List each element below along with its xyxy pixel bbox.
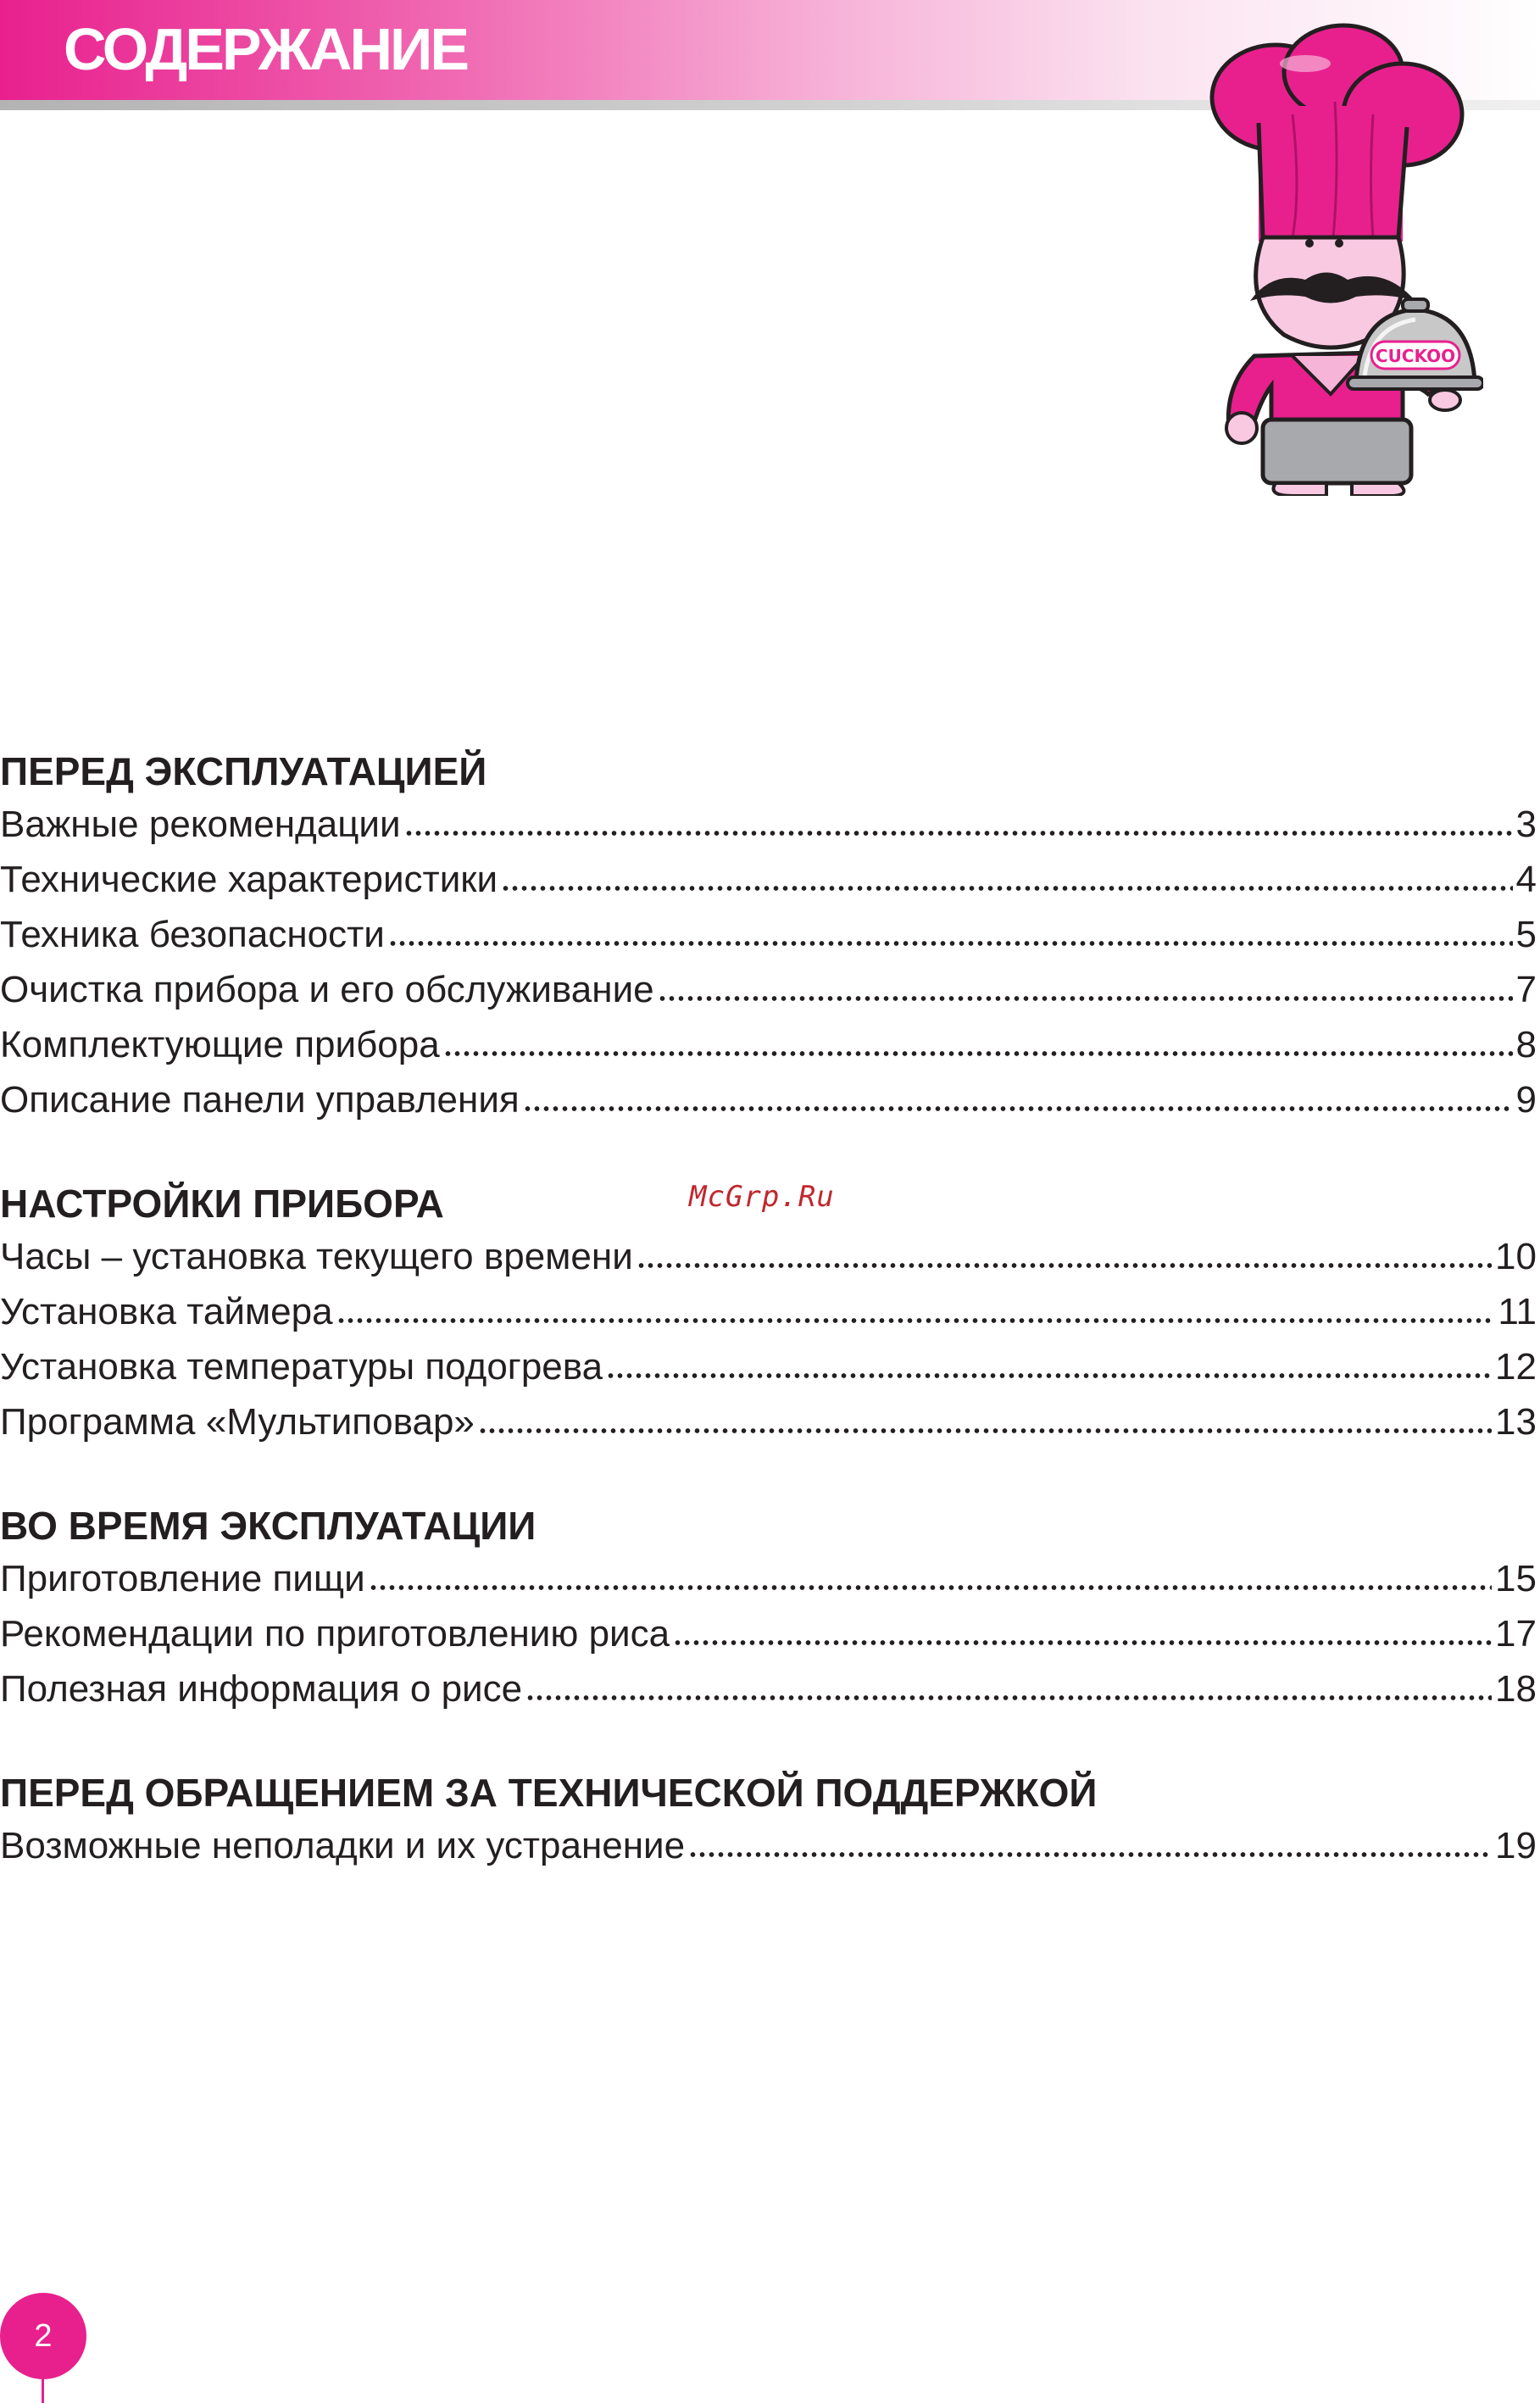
toc-entry-label: Установка температуры подогрева (0, 1346, 603, 1388)
toc-entry[interactable] (0, 1017, 1537, 1072)
section-title: ПЕРЕД ЭКСПЛУАТАЦИЕЙ (0, 749, 487, 793)
watermark: McGrp.Ru (689, 1180, 835, 1214)
toc-entry[interactable] (0, 907, 1537, 962)
toc-entry-label: Очистка прибора и его обслуживание (0, 969, 654, 1010)
toc-section (0, 1500, 1540, 1716)
toc-entry[interactable] (0, 1229, 1537, 1284)
dot-leader (443, 1049, 1513, 1059)
toc-entry-page: 19 (1495, 1825, 1537, 1866)
toc-entry-label: Установка таймера (0, 1291, 333, 1332)
dot-leader (637, 1260, 1492, 1271)
toc-entry-label: Комплектующие прибора (0, 1024, 440, 1065)
chef-hat (1212, 25, 1462, 242)
page-number (0, 2293, 86, 2379)
section-title: ПЕРЕД ОБРАЩЕНИЕМ ЗА ТЕХНИЧЕСКОЙ ПОДДЕРЖКОЙ (0, 1771, 1098, 1815)
dot-leader (501, 883, 1512, 893)
dot-leader (336, 1316, 1495, 1326)
toc-entry[interactable] (0, 1606, 1537, 1661)
toc-entry-page: 4 (1515, 859, 1537, 900)
toc-entry[interactable] (0, 1339, 1537, 1394)
toc-entry-page: 9 (1515, 1079, 1537, 1121)
page-number-label: 2 (34, 2317, 53, 2354)
chef-mascot-icon (1191, 21, 1483, 496)
toc-entry[interactable] (0, 1551, 1537, 1606)
dot-leader (388, 938, 1513, 948)
section-title: ВО ВРЕМЯ ЭКСПЛУАТАЦИИ (0, 1504, 536, 1548)
toc-entry-page: 18 (1495, 1668, 1537, 1710)
toc-entry[interactable] (0, 1818, 1537, 1873)
dot-leader (658, 993, 1513, 1004)
toc-section (0, 1178, 1540, 1449)
toc-entry-label: Приготовление пищи (0, 1558, 365, 1599)
dot-leader (478, 1426, 1492, 1436)
dot-leader (606, 1371, 1492, 1381)
toc-entry-label: Часы – установка текущего времени (0, 1236, 633, 1277)
brand-logo: CUCKOO (1375, 346, 1456, 366)
toc-entry-page: 3 (1515, 804, 1537, 845)
page-title: СОДЕРЖАНИЕ (64, 16, 468, 82)
toc-entry-label: Возможные неполадки и их устранение (0, 1825, 686, 1866)
toc-entry-page: 5 (1515, 914, 1537, 955)
dot-leader (673, 1638, 1492, 1648)
toc-entry-page: 13 (1495, 1401, 1537, 1443)
toc-entry[interactable] (0, 1072, 1537, 1127)
toc-section (0, 1767, 1540, 1873)
dot-leader (688, 1850, 1492, 1860)
dot-leader (369, 1583, 1492, 1593)
toc-entry-page: 12 (1495, 1346, 1537, 1388)
toc-entry-page: 10 (1495, 1236, 1537, 1277)
toc-entry-label: Технические характеристики (0, 859, 498, 900)
toc-entry-page: 15 (1495, 1558, 1537, 1599)
toc-entry-label: Программа «Мультиповар» (0, 1401, 475, 1443)
toc-entry-label: Техника безопасности (0, 914, 385, 955)
page-number-line (42, 2369, 44, 2403)
toc-entry-page: 7 (1515, 969, 1537, 1010)
toc-entry-label: Важные рекомендации (0, 804, 401, 845)
toc-section (0, 746, 1540, 1127)
toc-entry[interactable] (0, 797, 1537, 852)
toc-entry[interactable] (0, 1394, 1537, 1449)
section-title: НАСТРОЙКИ ПРИБОРА (0, 1182, 444, 1226)
dot-leader (523, 1104, 1513, 1114)
toc-entry[interactable] (0, 962, 1537, 1017)
table-of-contents (0, 746, 1540, 1924)
dot-leader (404, 828, 1513, 838)
toc-entry-page: 8 (1515, 1024, 1537, 1065)
toc-entry-page: 11 (1498, 1291, 1537, 1332)
toc-entry-page: 17 (1495, 1613, 1537, 1655)
toc-entry-label: Полезная информация о рисе (0, 1668, 523, 1710)
toc-entry[interactable] (0, 1284, 1537, 1339)
toc-entry[interactable] (0, 1661, 1537, 1716)
toc-entry[interactable] (0, 852, 1537, 907)
dot-leader (525, 1693, 1492, 1703)
toc-entry-label: Рекомендации по приготовлению риса (0, 1613, 670, 1655)
toc-entry-label: Описание панели управления (0, 1079, 520, 1121)
